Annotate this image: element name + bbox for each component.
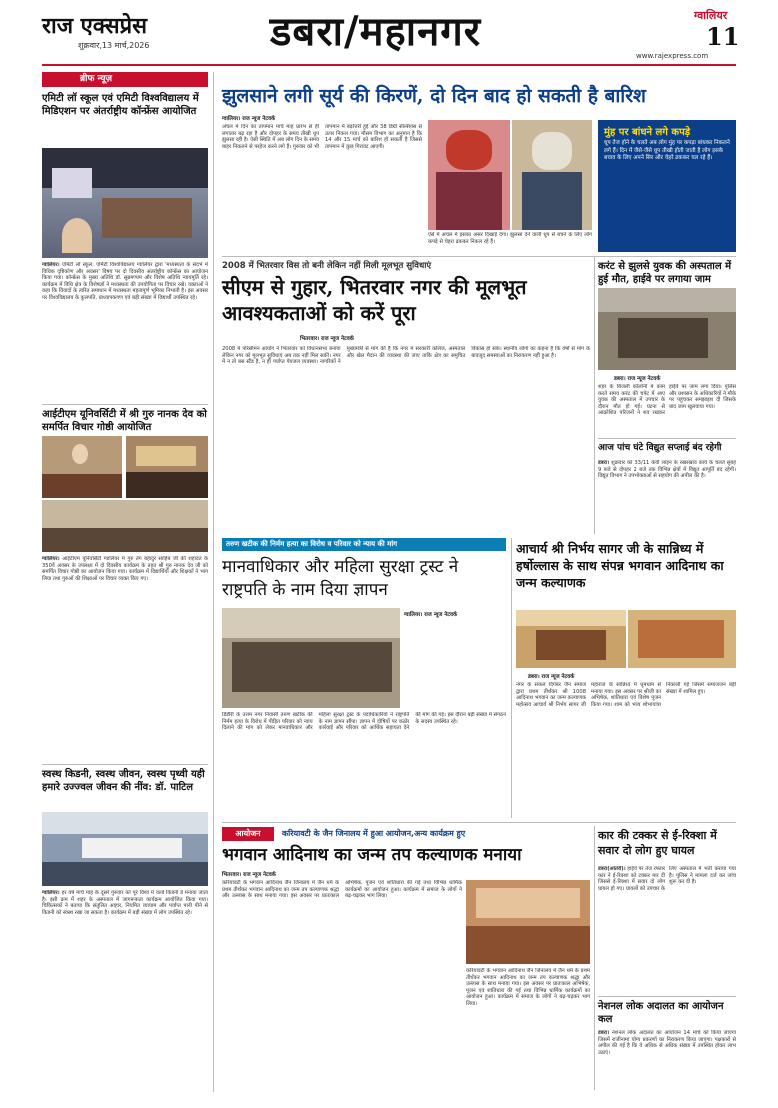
amity-body <box>42 262 208 402</box>
lok-adalat-headline: नेशनल लोक अदालत का आयोजन कल <box>598 1001 724 1025</box>
itm-stage-photo <box>42 436 122 498</box>
acharya-body: नगर के सकल दिगंबर जैन समाज द्वारा प्रथम तीर्थंकर श्री 1008 आदिनाथ भगवान का जन्म कल्याणक महोत्सव आचार्य श्री निर्भय सागर जी महाराज के सान्निध्य में धूमधाम से मनाया गया। इस अवसर पर श्रीजी का अभिषेक, शांतिधारा एवं विशेष पूजन किया गया। शाम को भव्य शोभायात्रा निकाली गई जिसमें समाजजन बड़ी संख्या में शामिल हुए। <box>516 682 736 708</box>
heat-man-photo <box>512 120 592 230</box>
acharya-stage-photo <box>516 610 626 668</box>
event-label-text: आयोजन <box>235 829 261 838</box>
itm-headline: आईटीएम यूनिवर्सिटी में श्री गुरु नानक देव को समर्पित विचार गोष्ठी आयोजित <box>42 409 207 433</box>
amity-dateline: ग्वालियर। <box>42 262 60 268</box>
accident-dateline: डबरा(आंतरी)। <box>598 866 626 872</box>
kidney-event-photo <box>42 812 208 886</box>
top-story-byline: ग्वालियर। राज न्यूज नेटवर्क <box>222 116 276 122</box>
cm-byline: भितरवार। राज न्यूज नेटवर्क <box>300 336 354 342</box>
lok-adalat-dateline: डबरा। <box>598 1030 610 1036</box>
accident-body <box>598 866 736 976</box>
highway-jam-photo <box>598 288 736 370</box>
cm-headline: सीएम से गुहार, भितरवार नगर की मूलभूत आवश्यकताओं को करें पूरा <box>222 275 527 325</box>
page-number: 11 <box>706 22 740 51</box>
website-link[interactable]: www.rajexpress.com <box>636 52 709 60</box>
lok-adalat-body-text: नेशनल लोक अदालत का आयोजन 14 मार्च को किया जाएगा जिसमें राजीनामा योग्य प्रकरणों का निराकरण किया जाएगा। पक्षकारों से अपील की गई है कि वे अधिक से अधिक संख्या में उपस्थित होकर लाभ उठाएं। <box>598 1030 736 1056</box>
kidney-headline: स्वस्थ किडनी, स्वस्थ जीवन, स्वस्थ पृथ्वी यही हमारे उज्ज्वल जीवन की नींव: डॉ. पाटिल <box>42 769 205 793</box>
heat-sidebar-body: धूप तेज होने के चलते अब लोग मुंह पर कपड़ा बांधकर निकलने लगे हैं। दिन में जैसे-जैसे धूप तीखी होती जाती है लोग इसके बचाव के लिए अपने सिर और चेहरे ढककर चल रहे हैं। <box>604 140 730 161</box>
memorandum-kicker-bar <box>222 538 506 551</box>
kidney-body-text: हर वर्ष मार्च माह के दूसरे गुरुवार को पूरे विश्व में वर्ल्ड किडनी डे मनाया जाता है। इसी क्रम में शहर के अस्पताल में जागरूकता कार्यक्रम आयोजित किया गया। चिकित्सकों ने बताया कि संतुलित आहार, नियमित व्यायाम और पर्याप्त पानी पीने से किडनी को स्वस्थ रखा जा सकता है। कार्यक्रम में बड़ी संख्या में लोग उपस्थित रहे। <box>42 890 208 916</box>
power-body <box>598 460 736 530</box>
karhiyabadi-byline: भितरवार। राज न्यूज नेटवर्क <box>222 872 276 878</box>
itm-body <box>42 556 208 756</box>
memorandum-byline: ग्वालियर। राज न्यूज नेटवर्क <box>404 612 458 618</box>
memorandum-kicker: तरुण खटीक की निर्मम हत्या का विरोध व परिवार को न्याय की मांग <box>226 540 398 548</box>
edition-date: शुक्रवार,13 मार्च,2026 <box>78 41 150 50</box>
brief-label-text: ब्रीफ न्यूज़ <box>80 74 113 84</box>
karhiyabadi-kicker: करियावटी के जैन जिनालय में हुआ आयोजन,अन्य कार्यक्रम हुए <box>282 829 466 838</box>
karhiyabadi-temple-photo <box>466 880 590 964</box>
amity-headline: एमिटी लॉ स्कूल एवं एमिटी विश्वविद्यालय में मिडिएशन पर अंतर्राष्ट्रीय कॉन्फ्रेंस आयोजित <box>42 93 199 117</box>
heat-sidebar-headline: मुंह पर बांधने लगे कपड़े <box>604 127 691 138</box>
current-byline: डबरा। राज न्यूज नेटवर्क <box>614 376 661 382</box>
acharya-headline: आचार्य श्री निर्भय सागर जी के सान्निध्य में हर्षोल्लास के साथ संपन्न भगवान आदिनाथ का जन्म कल्याणक <box>516 541 724 590</box>
top-story-body: अंचल में दिन का तापमान मार्च माह प्रारंभ से ही लगातार बढ़ रहा है और दोपहर के समय तीखी धूप झुलसा रही है। ऐसी स्थिति में अब लोग दिन के समय बाहर निकलने से परहेज करने लगे हैं। गुरुवार को भी तापमान में बढ़ोत्तरी हुई और 38 डिग्री सेल्सियस से ऊपर निकल गया। मौसम विभाग का अनुमान है कि 14 और 15 मार्च को बारिश हो सकती है जिससे तापमान में कुछ गिरावट आएगी। <box>222 124 422 150</box>
heat-sidebar-box <box>598 120 736 252</box>
itm-body-text: आईटीएम यूनिवर्सिटी ग्वालियर में गुरु तेग बहादुर साहिब जी की शहादत के 350वें अवसर के उपलक्ष्य में दो दिवसीय कार्यक्रम के तहत श्री गुरु नानक देव जी को समर्पित विचार गोष्ठी का आयोजन किया गया। कार्यक्रम में विद्यार्थियों और शिक्षकों ने भाग लिया तथा गुरुओं की शिक्षाओं पर विचार व्यक्त किए गए। <box>42 556 208 582</box>
heat-woman-photo <box>428 120 510 230</box>
section-title: डबरा/महानगर <box>270 8 482 55</box>
memorandum-body: डिंडौरी के उत्तम नगर निवासी तरुण खटीक की निर्मम हत्या के विरोध में पीड़ित परिवार को न्याय दिलाने की मांग को लेकर मानवाधिकार और महिला सुरक्षा ट्रस्ट के पदाधिकारियों ने राष्ट्रपति के नाम ज्ञापन सौंपा। ज्ञापन में दोषियों पर कठोर कार्रवाई और परिवार को आर्थिक सहायता देने की मांग की गई। इस दौरान बड़ी संख्या में संगठन के सदस्य उपस्थित रहे। <box>222 712 506 732</box>
power-headline: आज पांच घंटे विद्युत सप्लाई बंद रहेगी <box>598 443 722 453</box>
itm-dateline: ग्वालियर। <box>42 556 60 562</box>
kidney-dateline: ग्वालियर। <box>42 890 60 896</box>
power-body-text: शुक्रवार को 33/11 केवी लाइन के रखरखाव कार्य के चलते सुबह 9 बजे से दोपहर 2 बजे तक विभिन्न क्षेत्रों में विद्युत आपूर्ति बंद रहेगी। विद्युत विभाग ने उपभोक्ताओं से सहयोग की अपील की है। <box>598 460 736 480</box>
masthead <box>0 0 778 64</box>
itm-audience-photo <box>126 436 208 498</box>
top-story-headline: झुलसाने लगी सूर्य की किरणें, दो दिन बाद हो सकती है बारिश <box>222 85 646 107</box>
city-label: ग्वालियर <box>694 9 728 22</box>
memorandum-headline: मानवाधिकार और महिला सुरक्षा ट्रस्ट ने राष्ट्रपति के नाम दिया ज्ञापन <box>222 557 459 600</box>
karhiyabadi-headline: भगवान आदिनाथ का जन्म तप कल्याणक मनाया <box>222 845 522 865</box>
kidney-body <box>42 890 208 1088</box>
top-story-caption: ऐसे में अंचल में इसका असर दिखाई देगा। झुलसा देने वाली धूप से बचने के लिए लोग कपड़े से चेहरा ढककर निकल रहे हैं। <box>428 232 592 245</box>
amity-conference-photo <box>42 148 208 258</box>
amity-body-text: एमिटी लॉ स्कूल, एमिटी विश्वविद्यालय ग्वालियर द्वारा 'मध्यस्थता के संदर्भ में विधिक दृष्टिकोण और अवसर' विषय पर दो दिवसीय अंतर्राष्ट्रीय कॉन्फ्रेंस का आयोजन किया गया। कॉन्फ्रेंस के मुख्य अतिथि डॉ. सुब्रमण्यम और विशेष अतिथि न्यायमूर्ति रहे। कार्यक्रम में विधि क्षेत्र के विशेषज्ञों ने मध्यस्थता की उपयोगिता पर विचार रखे। वक्ताओं ने कहा कि विवादों के त्वरित समाधान में मध्यस्थता महत्वपूर्ण भूमिका निभाती है। इस अवसर पर विश्वविद्यालय के कुलपति, प्राध्यापकगण एवं बड़ी संख्या में विद्यार्थी उपस्थित रहे। <box>42 262 208 301</box>
acharya-byline: डबरा। राज न्यूज नेटवर्क <box>528 674 575 680</box>
masthead-divider <box>42 64 736 66</box>
karhiyabadi-body: करियावटी के भगवान आदिनाथ जैन जिनालय में जैन धर्म के प्रथम तीर्थंकर भगवान आदिनाथ का जन्म तप कल्याणक श्रद्धा और उल्लास के साथ मनाया गया। इस अवसर पर प्रातःकाल अभिषेक, पूजन एवं शांतिधारा की गई तथा विभिन्न धार्मिक कार्यक्रमों का आयोजन हुआ। कार्यक्रम में समाज के लोगों ने बढ़-चढ़कर भाग लिया। <box>222 880 462 900</box>
current-headline: करंट से झुलसे युवक की अस्पताल में हुई मौत, हाईवे पर लगाया जाम <box>598 261 732 285</box>
power-dateline: डबरा। <box>598 460 610 466</box>
accident-body-text: हाईवे पर तेज रफ्तार कार ने ई-रिक्शा को टक्कर मार दी जिससे ई-रिक्शा में सवार दो लोग घायल हो गए। घायलों को उपचार के लिए अस्पताल में भर्ती कराया गया है। पुलिस ने मामला दर्ज कर जांच शुरू कर दी है। <box>598 866 736 892</box>
lok-adalat-body <box>598 1030 736 1088</box>
paper-name: राज एक्सप्रेस <box>42 13 147 39</box>
cm-kicker: 2008 में भितरवार विस तो बनी लेकिन नहीं मिली मूलभूत सुविधाएं <box>222 261 432 271</box>
current-body: शहर के बिजली कॉलोनी में काम करते समय करंट की चपेट में आए युवक की अस्पताल में उपचार के दौरान मौत हो गई। घटना से आक्रोशित परिजनों ने शव रखकर हाईवे पर जाम लगा दिया। पुलिस और प्रशासन के अधिकारियों ने मौके पर पहुंचकर समझाइश दी जिसके बाद जाम खुलवाया गया। <box>598 384 736 417</box>
cm-body: 2008 में परिसीमन आयोग ने भितरवार को विधानसभा बनाया लेकिन नगर को मूलभूत सुविधाएं अब तक नहीं मिल सकीं। नगर में न तो बस स्टैंड है, न ही पर्याप्त पेयजल व्यवस्था। नागरिकों ने मुख्यमंत्री से मांग की है कि नगर में सरकारी कॉलेज, अस्पताल और खेल मैदान की व्यवस्था की जाए ताकि क्षेत्र का समुचित विकास हो सके। स्थानीय लोगों का कहना है कि वर्षों से मांग के बावजूद समस्याओं का निराकरण नहीं हुआ है। <box>222 346 590 366</box>
acharya-procession-photo <box>628 610 736 668</box>
itm-hall-photo <box>42 500 208 552</box>
brief-news-label <box>42 72 208 87</box>
event-label <box>222 827 274 841</box>
karhiyabadi-body-cont: करियावटी के भगवान आदिनाथ जैन जिनालय में जैन धर्म के प्रथम तीर्थंकर भगवान आदिनाथ का जन्म तप कल्याणक श्रद्धा और उल्लास के साथ मनाया गया। इस अवसर पर प्रातःकाल अभिषेक, पूजन एवं शांतिधारा की गई तथा विभिन्न धार्मिक कार्यक्रमों का आयोजन हुआ। कार्यक्रम में समाज के लोगों ने बढ़-चढ़कर भाग लिया। <box>466 968 590 1007</box>
memorandum-photo <box>222 608 400 708</box>
accident-headline: कार की टक्कर से ई-रिक्शा में सवार दो लोग हुए घायल <box>598 829 717 857</box>
